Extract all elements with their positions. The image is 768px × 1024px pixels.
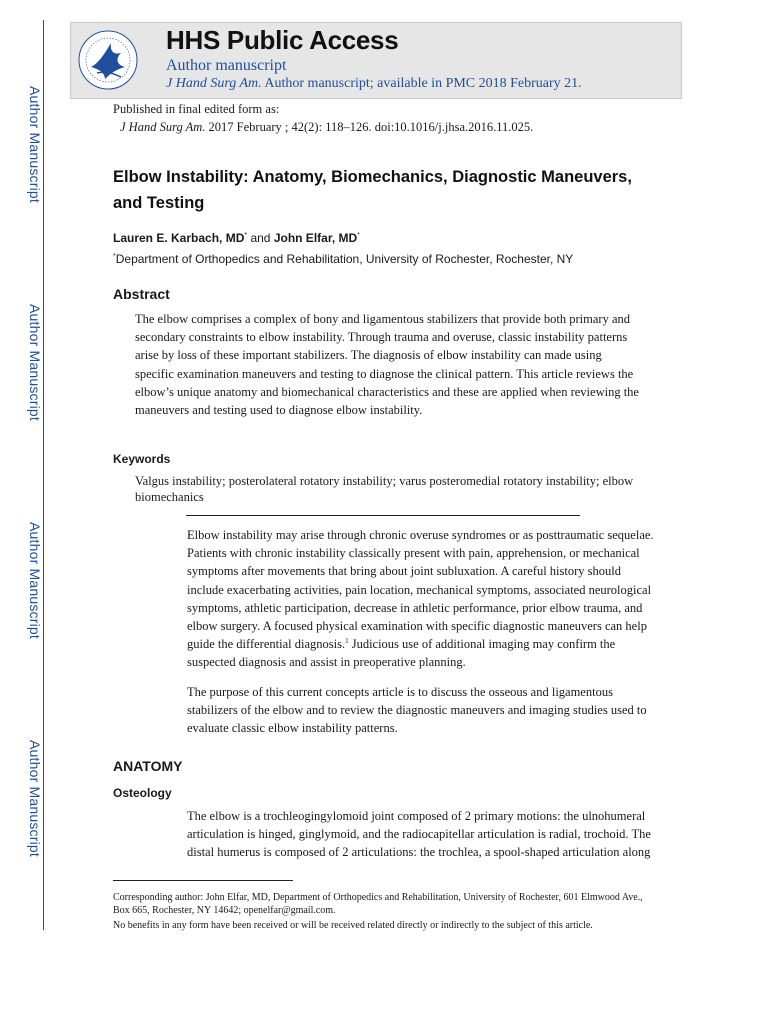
corresponding-author-note: Corresponding author: John Elfar, MD, Department of Orthopedics and Rehabilitation, University of Rochester, 601 Elmwood Ave., Box 665, Rochester, NY 14642; openelfar@gmail.com. (113, 892, 643, 916)
hhs-eagle-seal-icon (77, 29, 139, 91)
footnote-divider (113, 880, 293, 881)
body-paragraph: The purpose of this current concepts article is to discuss the osseous and ligamentous stabilizers of the elbow and to review the diagnostic maneuvers and imaging studies used to evaluate classic elbow instability patterns. (187, 685, 647, 736)
section-heading-anatomy: ANATOMY (113, 758, 183, 774)
availability-text: Author manuscript; available in PMC 2018 February 21. (261, 76, 582, 91)
footnotes (113, 892, 658, 933)
hhs-public-access-title: HHS Public Access (166, 25, 399, 55)
author-manuscript-label: Author manuscript (166, 57, 287, 74)
side-label-author-manuscript: Author Manuscript (27, 304, 43, 422)
side-label-author-manuscript: Author Manuscript (27, 522, 43, 640)
author-name: John Elfar, MD (273, 231, 358, 245)
affiliation-marker: * (357, 232, 360, 239)
published-info (113, 100, 533, 136)
author-name: Lauren E. Karbach, MD (113, 231, 245, 245)
affiliation-marker: * (244, 232, 248, 239)
keywords-text: Valgus instability; posterolateral rotatory instability; varus posteromedial rotatory instability; elbow biomechanics (135, 474, 634, 504)
affiliation (113, 252, 573, 266)
abstract-text: The elbow comprises a complex of bony and ligamentous stabilizers that provide both primary and secondary constraints to elbow instability. Through trauma and overuse, classic instability patterns arise by loss of these important stabilizers. The diagnosis of elbow instability can made using specific examination maneuvers and testing to diagnose the clinical pattern. This article reviews the elbow’s unique anatomy and biomechanical characteristics and these are applied when reviewing the maneuvers and testing used to diagnose elbow instability. (135, 312, 639, 418)
abstract-heading: Abstract (113, 286, 170, 302)
author-conjunction: and (247, 231, 274, 245)
citation-journal: J Hand Surg Am. (120, 120, 206, 134)
hhs-header (70, 22, 682, 99)
citation (113, 118, 533, 136)
citation-details: 2017 February ; 42(2): 118–126. doi:10.1016/j.jhsa.2016.11.025. (205, 120, 534, 134)
side-rule (43, 20, 44, 930)
author-list (113, 231, 360, 245)
disclosure-note: No benefits in any form have been received or will be received related directly or indirectly to the subject of this article. (113, 920, 593, 931)
body-paragraph: The elbow is a trochleogingylomoid joint composed of 2 primary motions: the ulnohumeral articulation is hinged, ginglymoid, and the radiocapitellar articulation is radial, trochoid. The distal humerus is composed of 2 articulations: the trochlea, a spool-shaped articulation along (187, 809, 651, 860)
reference-link[interactable]: 1 (345, 637, 349, 646)
body-paragraph (187, 526, 657, 672)
subsection-heading-osteology: Osteology (113, 786, 172, 800)
paragraph-text: Judicious use of additional imaging may confirm the suspected diagnosis and assist in preoperative planning. (187, 637, 616, 670)
section-divider (186, 515, 580, 516)
side-label-author-manuscript: Author Manuscript (27, 740, 43, 858)
published-label: Published in final edited form as: (113, 102, 280, 116)
article-title: Elbow Instability: Anatomy, Biomechanics, Diagnostic Maneuvers, and Testing (113, 168, 632, 212)
keywords-heading: Keywords (113, 452, 171, 466)
journal-availability (166, 76, 582, 92)
affiliation-text: Department of Orthopedics and Rehabilitation, University of Rochester, Rochester, NY (115, 252, 574, 266)
side-label-author-manuscript: Author Manuscript (27, 86, 43, 204)
affiliation-marker: * (113, 253, 116, 260)
journal-name: J Hand Surg Am. (166, 76, 262, 91)
paragraph-text: Elbow instability may arise through chronic overuse syndromes or as posttraumatic sequelae. Patients with chronic instability classically present with pain, apprehension, or mechanical symptoms after movements that bring about joint subluxation. A careful history should include exacerbating activities, pain location, mechanical symptoms, associated neurological symptoms, athletic participation, decrease in athletic performance, prior elbow trauma, and elbow surgery. A focused physical examination with specific diagnostic maneuvers can help guide the differential diagnosis. (187, 528, 654, 652)
